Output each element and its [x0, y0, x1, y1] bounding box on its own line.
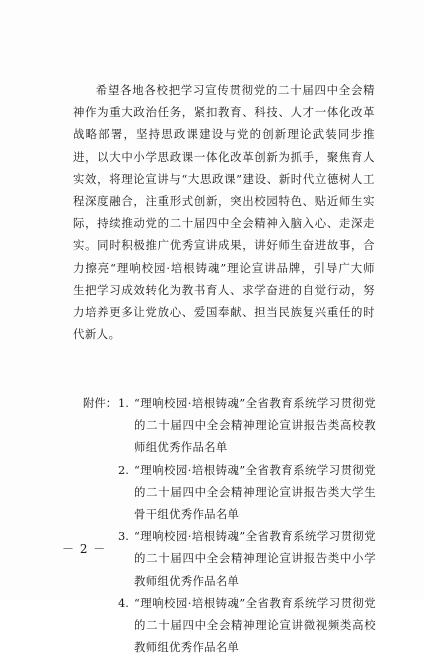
- attachment-item-1: [118, 392, 376, 459]
- attachment-title: “理响校园·培根铸魂”全省教育系统学习贯彻党的二十届四中全会精神理论宣讲微视频类高校教师组优秀作品名单: [134, 595, 376, 655]
- attachment-item-4: [118, 592, 376, 658]
- attachments-list: [118, 392, 376, 658]
- attachments-label: 附件：: [83, 396, 118, 410]
- body-paragraph: 希望各地各校把学习宣传贯彻党的二十届四中全会精神作为重大政治任务，紧扣教育、科技、人才一体化改革战略部署，坚持思政课建设与党的创新理论武装同步推进，以大中小学思政课一体化改革创新为抓手，聚焦育人实效，将理论宣讲与“大思政课”建设、新时代立德树人工程深度融合，注重形式创新，突出校园特色、贴近师生实际，持续推动党的二十届四中全会精神入脑入心、走深走实。同时积极推广优秀宣讲成果，讲好师生奋进故事，合力擦亮“理响校园·培根铸魂”理论宣讲品牌，引导广大师生把学习成效转化为教书育人、求学奋进的自觉行动，努力培养更多让党放心、爱国奉献、担当民族复兴重任的时代新人。: [73, 83, 375, 342]
- page-number: － 2 －: [62, 542, 107, 556]
- attachment-item-2: [118, 459, 376, 526]
- attachment-number: 3.: [118, 529, 129, 544]
- attachment-number: 2.: [118, 462, 129, 477]
- attachment-title: “理响校园·培根铸魂”全省教育系统学习贯彻党的二十届四中全会精神理论宣讲报告类大学生骨干组优秀作品名单: [134, 462, 376, 522]
- attachment-title: “理响校园·培根铸魂”全省教育系统学习贯彻党的二十届四中全会精神理论宣讲报告类中小学教师组优秀作品名单: [134, 529, 376, 588]
- attachment-number: 4.: [118, 595, 129, 610]
- attachment-item-3: [118, 525, 376, 592]
- attachment-title: “理响校园·培根铸魂”全省教育系统学习贯彻党的二十届四中全会精神理论宣讲报告类高校教师组优秀作品名单: [134, 396, 376, 455]
- attachment-number: 1.: [118, 396, 129, 410]
